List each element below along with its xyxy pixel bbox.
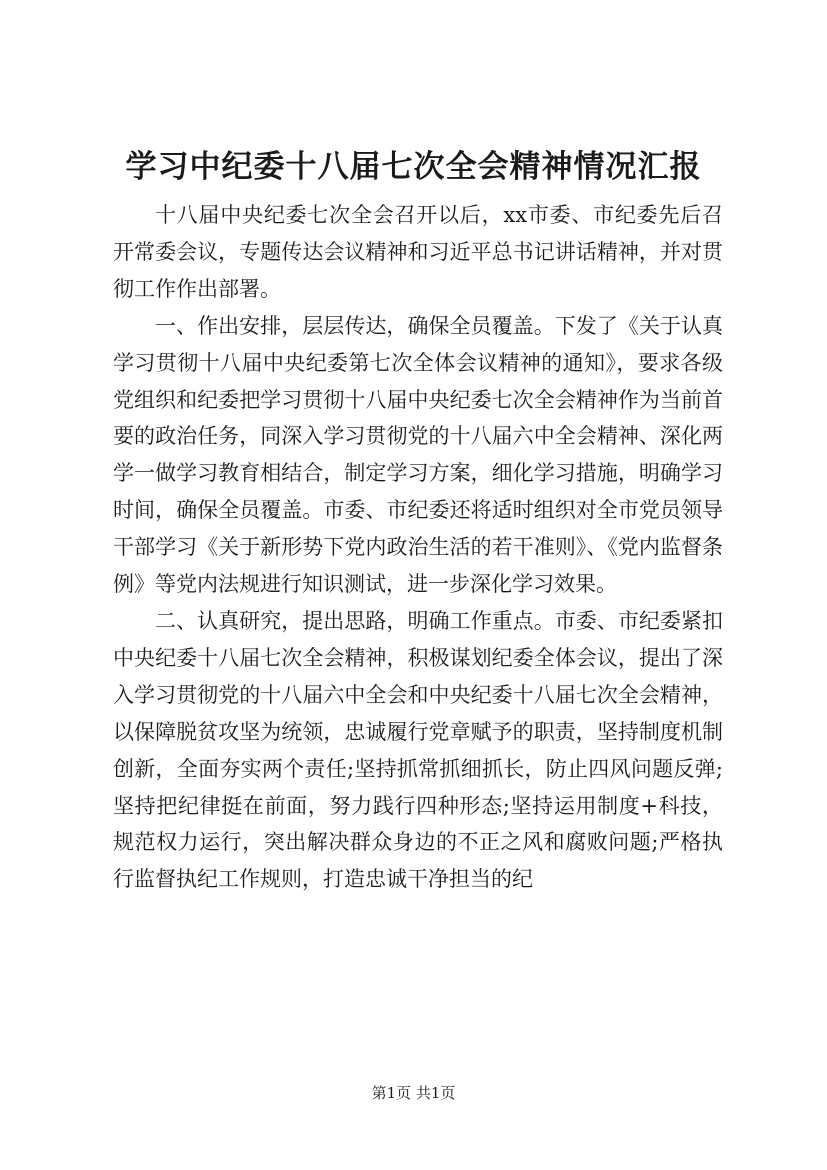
document-title: 学习中纪委十八届七次全会精神情况汇报 — [125, 149, 702, 185]
document-body — [113, 197, 723, 898]
paragraph-section-one: 一、作出安排，层层传达，确保全员覆盖。下发了《关于认真学习贯彻十八届中央纪委第七次全体会议精神的通知》，要求各级党组织和纪委把学习贯彻十八届中央纪委七次全会精神作为当前首要的政治任务，同深入学习贯彻党的十八届六中全会精神、深化两学一做学习教育相结合，制定学习方案，细化学习措施，明确学习时间，确保全员覆盖。市委、市纪委还将适时组织对全市党员领导干部学习《关于新形势下党内政治生活的若干准则》、《党内监督条例》等党内法规进行知识测试，进一步深化学习效果。 — [113, 313, 723, 597]
paragraph-intro: 十八届中央纪委七次全会召开以后，xx市委、市纪委先后召开常委会议，专题传达会议精神和习近平总书记讲话精神，并对贯彻工作作出部署。 — [113, 203, 723, 301]
paragraph-section-two: 二、认真研究，提出思路，明确工作重点。市委、市纪委紧扣中央纪委十八届七次全会精神，积极谋划纪委全体会议，提出了深入学习贯彻党的十八届六中全会和中央纪委十八届七次全会精神，以保障脱贫攻坚为统领，忠诚履行党章赋予的职责，坚持制度机制创新，全面夯实两个责任;坚持抓常抓细抓长，防止四风问题反弹;坚持把纪律挺在前面，努力践行四种形态;坚持运用制度+科技，规范权力运行，突出解决群众身边的不正之风和腐败问题;严格执行监督执纪工作规则，打造忠诚干净担当的纪 — [113, 608, 723, 892]
page-footer: 第1页 共1页 — [371, 1084, 456, 1102]
